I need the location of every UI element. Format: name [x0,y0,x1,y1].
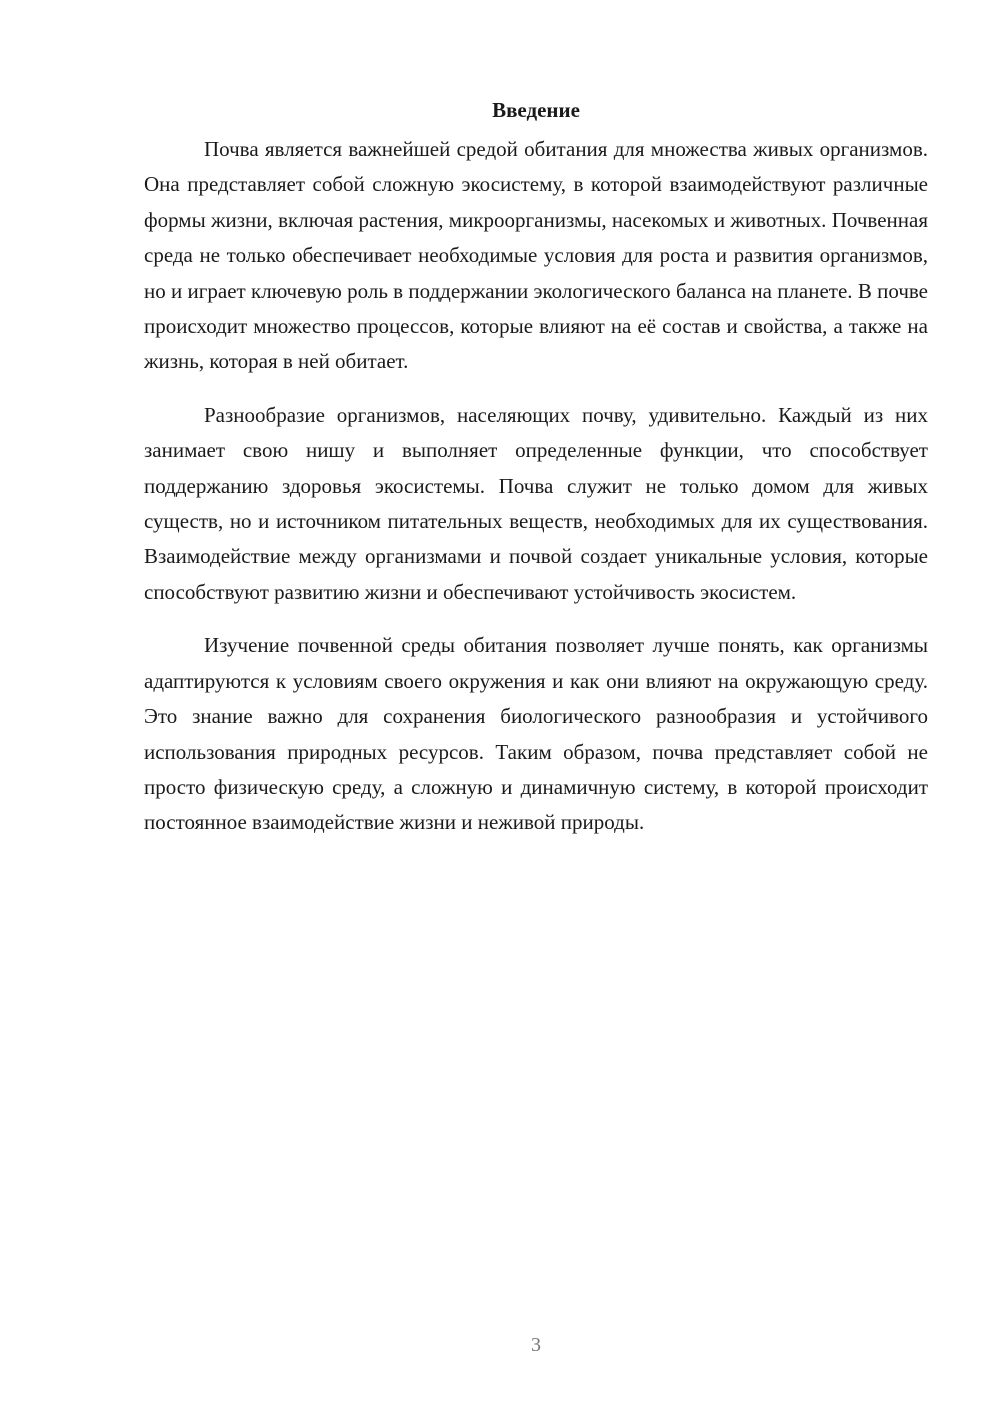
paragraph-3: Изучение почвенной среды обитания позволяет лучше понять, как организмы адаптируются к условиям своего окружения и как они влияют на окружающую среду. Это знание важно для сохранения биологического разнообразия и устойчивого использования природных ресурсов. Таким образом, почва представляет собой не просто физическую среду, а сложную и динамичную систему, в которой происходит постоянное взаимодействие жизни и неживой природы. [144,633,928,835]
paragraph-1: Почва является важнейшей средой обитания для множества живых организмов. Она представляет собой сложную экосистему, в которой взаимодействуют различные формы жизни, включая растения, микроорганизмы, насекомых и животных. Почвенная среда не только обеспечивает необходимые условия для роста и развития организмов, но и играет ключевую роль в поддержании экологического баланса на планете. В почве происходит множество процессов, которые влияют на её состав и свойства, а также на жизнь, которая в ней обитает. [144,137,928,374]
page-number: 3 [531,1334,541,1356]
page-content [144,92,928,859]
section-title: Введение [492,98,580,122]
paragraph-2: Разнообразие организмов, населяющих почву, удивительно. Каждый из них занимает свою нишу и выполняет определенные функции, что способствует поддержанию здоровья экосистемы. Почва служит не только домом для живых существ, но и источником питательных веществ, необходимых для их существования. Взаимодействие между организмами и почвой создает уникальные условия, которые способствуют развитию жизни и обеспечивают устойчивость экосистем. [144,402,928,604]
